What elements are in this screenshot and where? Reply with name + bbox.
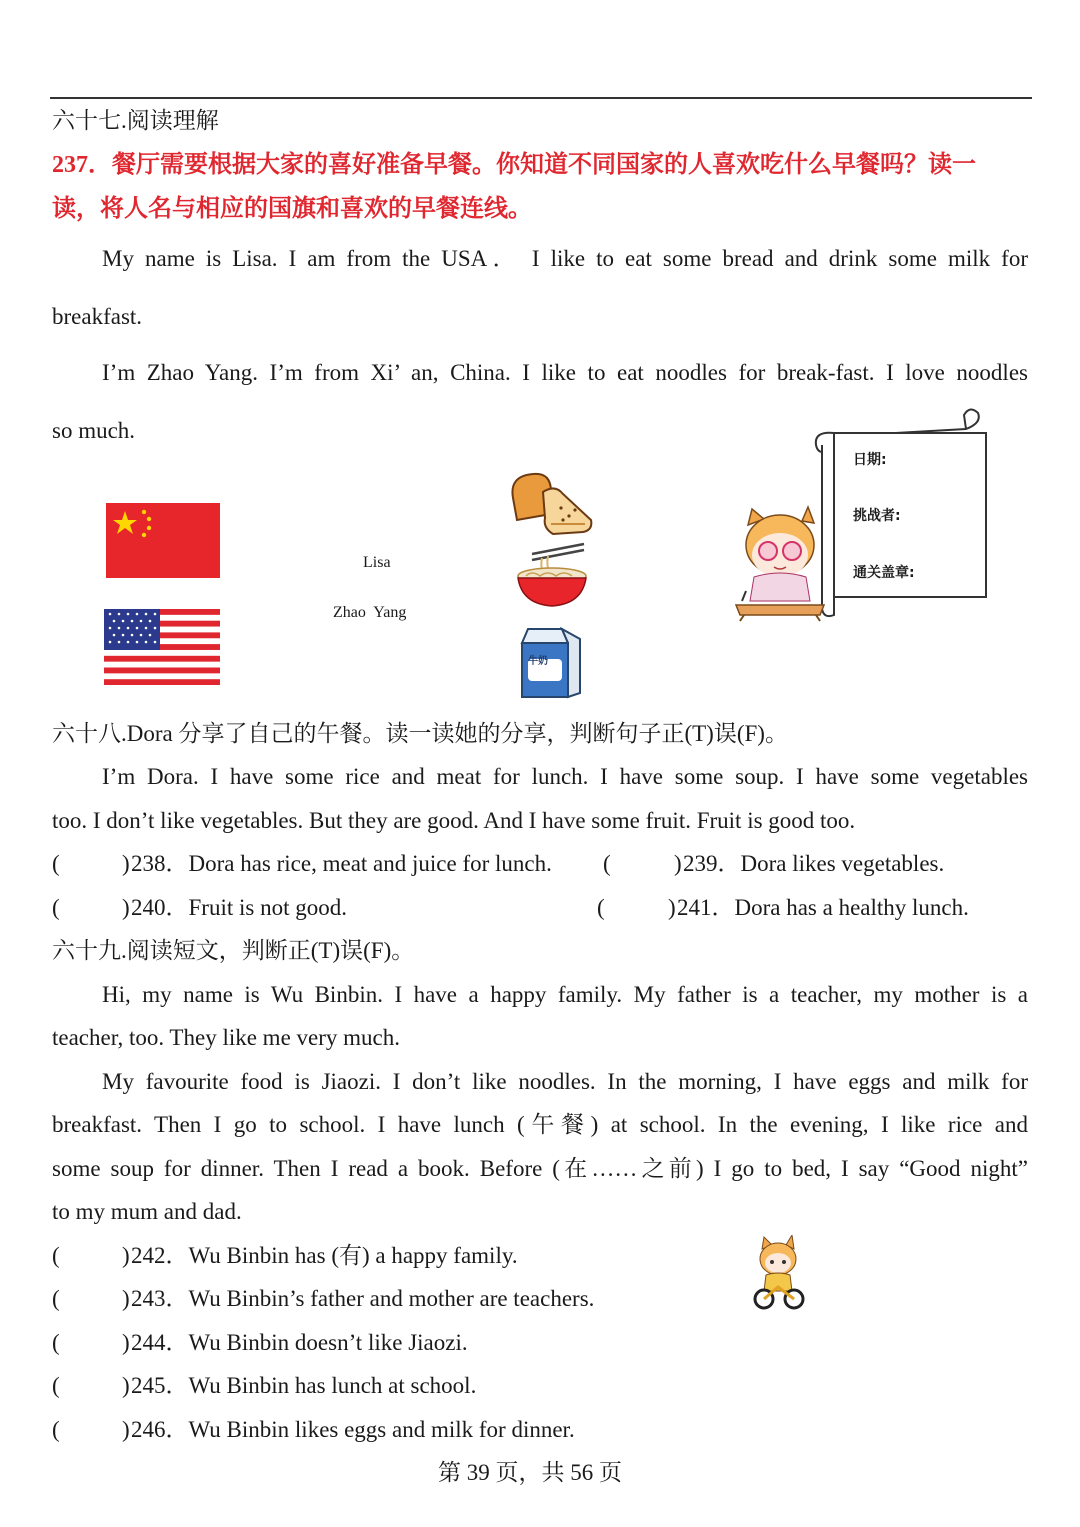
question-240: 240．Fruit is not good. — [131, 895, 347, 920]
answer-paren-open[interactable]: ( — [597, 895, 605, 920]
question-239: 239．Dora likes vegetables. — [683, 851, 945, 876]
scroll-challenger-label: 挑战者: — [853, 508, 901, 524]
lisa-paragraph-line1: My name is Lisa. I am from the USA． I like to eat some bread and drink some milk for — [102, 246, 1028, 271]
wu-paragraph1-line2: teacher, too. They like me very much. — [52, 1025, 400, 1050]
question-row-238-239 — [0, 849, 1080, 879]
question-row-240-241 — [0, 893, 1080, 923]
question-row-244 — [0, 1328, 1080, 1358]
section-69-title: 六十九.阅读短文，判断正(T)误(F)。 — [52, 938, 415, 963]
answer-paren-close: ) — [122, 1286, 130, 1311]
question-row-243 — [0, 1284, 1080, 1314]
page-number-footer: 第 39 页，共 56 页 — [438, 1460, 622, 1485]
question-241: 241．Dora has a healthy lunch. — [677, 895, 969, 920]
wu-paragraph2-line3: some soup for dinner. Then I read a book. Before (在……之前) I go to bed, I say “Good night” — [52, 1156, 1028, 1181]
answer-paren-close: ) — [674, 851, 682, 876]
wu-paragraph1-line1: Hi, my name is Wu Binbin. I have a happy family. My father is a teacher, my mother is a — [102, 982, 1028, 1007]
answer-paren-open[interactable]: ( — [52, 1417, 60, 1442]
wu-paragraph2-line1: My favourite food is Jiaozi. I don’t like noodles. In the morning, I have eggs and milk for — [102, 1069, 1028, 1094]
question-row-246 — [0, 1415, 1080, 1445]
header-rule — [50, 97, 1032, 99]
lisa-paragraph-line2: breakfast. — [52, 304, 143, 329]
question-243: 243．Wu Binbin’s father and mother are teachers. — [131, 1286, 595, 1311]
section-67-title: 六十七.阅读理解 — [52, 108, 219, 133]
dora-paragraph-line1: I’m Dora. I have some rice and meat for lunch. I have some soup. I have some vegetables — [102, 764, 1028, 789]
wu-paragraph2-line4: to my mum and dad. — [52, 1199, 242, 1224]
wu-paragraph2-line2: breakfast. Then I go to school. I have lunch (午餐) at school. In the evening, I like rice and — [52, 1112, 1028, 1137]
scroll-stamp-label: 通关盖章: — [853, 565, 915, 581]
milk-label: 牛奶 — [528, 656, 548, 667]
answer-paren-close: ) — [122, 851, 130, 876]
answer-paren-open[interactable]: ( — [603, 851, 611, 876]
answer-paren-close: ) — [122, 1243, 130, 1268]
answer-paren-open[interactable]: ( — [52, 1286, 60, 1311]
mascot-bike-illustration — [750, 1235, 806, 1313]
answer-paren-open[interactable]: ( — [52, 1330, 60, 1355]
section-68-title: 六十八.Dora 分享了自己的午餐。读一读她的分享，判断句子正(T)误(F)。 — [52, 721, 788, 746]
question-238: 238．Dora has rice, meat and juice for lunch. — [131, 851, 552, 876]
usa-flag-icon — [104, 609, 220, 685]
answer-paren-open[interactable]: ( — [52, 895, 60, 920]
name-zhao-yang: Zhao Yang — [333, 604, 407, 621]
answer-paren-close: ) — [668, 895, 676, 920]
question-244: 244．Wu Binbin doesn’t like Jiaozi. — [131, 1330, 468, 1355]
q237-instruction-line1: 237．餐厅需要根据大家的喜好准备早餐。你知道不同国家的人喜欢吃什么早餐吗？读一 — [52, 152, 976, 178]
question-row-242 — [0, 1241, 1080, 1271]
q237-instruction-line2: 读，将人名与相应的国旗和喜欢的早餐连线。 — [52, 196, 532, 222]
scroll-date-label: 日期: — [853, 452, 887, 468]
noodles-icon — [512, 540, 592, 610]
name-lisa: Lisa — [363, 554, 391, 571]
question-row-245 — [0, 1371, 1080, 1401]
dora-paragraph-line2: too. I don’t like vegetables. But they are good. And I have some fruit. Fruit is good too. — [52, 808, 856, 833]
bread-icon — [505, 468, 595, 543]
china-flag-icon — [106, 503, 220, 578]
question-246: 246．Wu Binbin likes eggs and milk for dinner. — [131, 1417, 575, 1442]
zhao-paragraph-line2: so much. — [52, 418, 136, 443]
answer-paren-open[interactable]: ( — [52, 1243, 60, 1268]
answer-paren-open[interactable]: ( — [52, 1373, 60, 1398]
answer-paren-close: ) — [122, 1373, 130, 1398]
answer-paren-open[interactable]: ( — [52, 851, 60, 876]
answer-paren-close: ) — [122, 1417, 130, 1442]
question-242: 242．Wu Binbin has (有) a happy family. — [131, 1243, 518, 1268]
question-245: 245．Wu Binbin has lunch at school. — [131, 1373, 477, 1398]
zhao-paragraph-line1: I’m Zhao Yang. I’m from Xi’ an, China. I like to eat noodles for break-fast. I love noodles — [102, 360, 1028, 385]
answer-paren-close: ) — [122, 1330, 130, 1355]
answer-paren-close: ) — [122, 895, 130, 920]
